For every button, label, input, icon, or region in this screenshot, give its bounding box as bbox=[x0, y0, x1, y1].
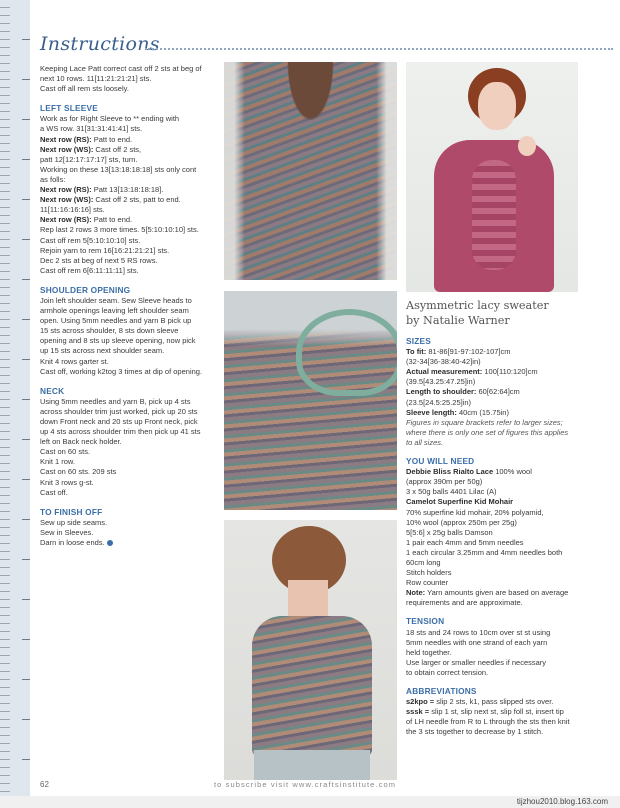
text-line bbox=[40, 367, 218, 377]
designer-name: by Natalie Warner bbox=[406, 314, 510, 327]
line-text: 18 sts and 24 rows to 10cm over st st using bbox=[406, 627, 551, 637]
text-line bbox=[406, 628, 582, 638]
text-line: Figures in square brackets refer to larger sizes; bbox=[406, 417, 563, 427]
line-text: of LH needle from R to L through the sts then knit bbox=[406, 717, 570, 727]
bold-label: Length to shoulder: bbox=[406, 387, 477, 397]
text-line bbox=[406, 588, 582, 598]
line-text: to obtain correct tension. bbox=[406, 667, 489, 677]
line-text: 15 sts across shoulder, 8 sts down sleeve bbox=[40, 326, 179, 336]
text-line bbox=[40, 528, 218, 538]
line-text: 1 each circular 3.25mm and 4mm needles both bbox=[406, 547, 563, 557]
finish-off-text bbox=[40, 518, 218, 548]
watermark-text: tijzhou2010.blog.163.com bbox=[516, 797, 608, 806]
text-line bbox=[40, 538, 218, 548]
line-text: (32-34[36-38:40-42]in) bbox=[406, 357, 481, 367]
line-text: open. Using 5mm needles and yarn B pick up bbox=[40, 316, 192, 326]
lilac-sweater bbox=[434, 140, 554, 292]
line-text: Knit 1 row. bbox=[40, 457, 76, 467]
text-line bbox=[406, 477, 582, 487]
text-line bbox=[406, 387, 582, 397]
pattern-name: Asymmetric lacy sweater bbox=[406, 299, 549, 312]
text-line bbox=[406, 487, 582, 497]
line-text: 70% superfine kid mohair, 20% polyamid, bbox=[406, 507, 544, 517]
text-line bbox=[406, 558, 582, 568]
line-text: 11[11:16:16:16] sts. bbox=[40, 205, 105, 215]
line-text: up 15 sts across next shoulder seam. bbox=[40, 346, 165, 356]
text-line bbox=[406, 497, 582, 507]
line-text: (approx 390m per 50g) bbox=[406, 477, 483, 487]
line-text: held together. bbox=[406, 647, 452, 657]
left-sleeve-text bbox=[40, 114, 218, 276]
text-line bbox=[40, 457, 218, 467]
text-line bbox=[406, 528, 582, 538]
text-line bbox=[406, 347, 582, 357]
bold-label: Next row (RS): bbox=[40, 185, 92, 195]
text-line bbox=[406, 518, 582, 528]
line-text: Rejoin yarn to rem 16[16:21:21:21] sts. bbox=[40, 245, 170, 255]
text-line bbox=[40, 488, 218, 498]
shoulder-opening-heading: SHOULDER OPENING bbox=[40, 284, 131, 295]
line-text: 5mm needles with one strand of each yarn bbox=[406, 637, 548, 647]
line-text: Join left shoulder seam. Sew Sleeve heads to bbox=[40, 295, 192, 305]
pattern-info-column bbox=[406, 298, 582, 737]
line-text: Rep last 2 rows 3 more times. 5[5:10:10:10] sts. bbox=[40, 225, 199, 235]
text-line bbox=[40, 336, 218, 346]
text-line bbox=[406, 398, 582, 408]
line-text: Using 5mm needles and yarn B, pick up 4 sts bbox=[40, 396, 191, 406]
line-text: a WS row. 31[31:31:41:41] sts. bbox=[40, 124, 143, 134]
text-line bbox=[40, 326, 218, 336]
line-text: opening and 8 sts up sleeve opening, now pick bbox=[40, 336, 196, 346]
bold-label: Next row (RS): bbox=[40, 215, 92, 225]
text-line bbox=[406, 538, 582, 548]
line-text: Patt to end. bbox=[91, 134, 133, 144]
abbreviations-text bbox=[406, 697, 582, 737]
sizes-text bbox=[406, 347, 582, 418]
line-text: Row counter bbox=[406, 578, 449, 588]
text-line bbox=[40, 407, 218, 417]
line-text: Cast off rem 5[5:10:10:10] sts. bbox=[40, 235, 141, 245]
page-number: 62 bbox=[40, 780, 49, 789]
text-line bbox=[40, 195, 218, 205]
model-neck bbox=[288, 580, 328, 620]
line-text: slip 2 sts, k1, pass slipped sts over. bbox=[434, 697, 554, 707]
text-line bbox=[40, 437, 218, 447]
tension-text bbox=[406, 628, 582, 678]
line-text: Cast off 2 sts, patt to end. bbox=[93, 195, 181, 205]
line-text: 60[62:64]cm bbox=[476, 387, 520, 397]
line-text: Yarn amounts given are based on average bbox=[425, 588, 569, 598]
line-text: Work as for Right Sleeve to ** ending with bbox=[40, 114, 180, 124]
line-text: down Front neck and 20 sts up Front neck, pick bbox=[40, 417, 198, 426]
text-line bbox=[40, 266, 218, 276]
sizes-heading: SIZES bbox=[406, 336, 431, 346]
line-text: slip 1 st, slip next st, slip foll st, insert tip bbox=[429, 707, 564, 717]
text-line bbox=[406, 697, 582, 707]
line-text: Darn in loose ends. bbox=[40, 538, 105, 548]
line-text: patt 12[12:17:17:17] sts, turn. bbox=[40, 154, 138, 164]
text-line bbox=[406, 548, 582, 558]
text-line bbox=[406, 727, 582, 737]
text-line bbox=[40, 306, 218, 316]
text-line bbox=[40, 357, 218, 367]
line-text: Cast on 60 sts. bbox=[40, 447, 91, 457]
line-text: 60cm long bbox=[406, 557, 441, 567]
text-line bbox=[406, 638, 582, 648]
model-front-view-photo bbox=[406, 62, 578, 292]
text-line bbox=[40, 205, 218, 215]
line-text: Dec 2 sts at beg of next 5 RS rows. bbox=[40, 255, 158, 265]
text-line bbox=[40, 346, 218, 356]
text-line bbox=[406, 408, 582, 418]
text-line bbox=[406, 578, 582, 588]
line-text: Cast on 60 sts. 209 sts bbox=[40, 467, 117, 477]
line-text: as folls: bbox=[40, 174, 66, 184]
sizes-note bbox=[406, 418, 582, 448]
text-line bbox=[40, 417, 218, 427]
text-line bbox=[406, 357, 582, 367]
neck-text bbox=[40, 397, 218, 498]
line-text: Working on these 13[13:18:18:18] sts only cont bbox=[40, 164, 197, 174]
line-text: 3 x 50g balls 4401 Lilac (A) bbox=[406, 487, 497, 497]
line-text: requirements and are approximate. bbox=[406, 598, 523, 608]
line-text: across shoulder trim just worked, pick up 20 sts bbox=[40, 406, 198, 416]
text-line bbox=[406, 568, 582, 578]
text-line: where there is only one set of figures this applies bbox=[406, 427, 569, 437]
line-text: left on Back neck holder. bbox=[40, 437, 122, 447]
text-line bbox=[406, 648, 582, 658]
line-text: 81-86[91-97:102-107]cm bbox=[426, 347, 511, 357]
line-text: 5[5:6] x 25g balls Damson bbox=[406, 527, 493, 537]
text-line bbox=[40, 145, 218, 155]
intro-text bbox=[40, 64, 218, 94]
text-line bbox=[40, 478, 218, 488]
bold-label: sssk = bbox=[406, 707, 430, 717]
text-line: to all sizes. bbox=[406, 437, 444, 447]
tension-heading: TENSION bbox=[406, 616, 445, 627]
text-line bbox=[406, 467, 582, 477]
sweater-back-lace-photo bbox=[224, 62, 397, 280]
line-text: Cast off. bbox=[40, 487, 68, 497]
bold-label: Camelot Superfine Kid Mohair bbox=[406, 497, 514, 507]
bold-label: Next row (RS): bbox=[40, 134, 92, 144]
text-line bbox=[40, 296, 218, 306]
line-text: 1 pair each 4mm and 5mm needles bbox=[406, 537, 524, 547]
text-line bbox=[40, 397, 218, 407]
text-line bbox=[40, 256, 218, 266]
line-text: Patt to end. bbox=[91, 215, 133, 225]
shoulder-opening-text bbox=[40, 296, 218, 377]
text-line bbox=[40, 427, 218, 437]
text-line bbox=[40, 467, 218, 477]
text-line bbox=[40, 236, 218, 246]
line-text: Stitch holders bbox=[406, 568, 452, 578]
bare-shoulder bbox=[518, 136, 536, 156]
watermark-bar bbox=[0, 796, 620, 808]
materials-heading: YOU WILL NEED bbox=[406, 456, 475, 467]
line-text: Sew up side seams. bbox=[40, 517, 108, 527]
text-line bbox=[406, 707, 582, 717]
text-line bbox=[406, 377, 582, 387]
subscribe-line: to subscribe visit www.craftsinstitute.com bbox=[214, 780, 397, 789]
text-line bbox=[406, 367, 582, 377]
measuring-ruler bbox=[0, 0, 30, 808]
bold-label: Note: bbox=[406, 588, 426, 598]
text-line bbox=[40, 165, 218, 175]
text-line bbox=[406, 508, 582, 518]
text-line bbox=[406, 598, 582, 608]
line-text: Patt 13[13:18:18:18]. bbox=[91, 185, 164, 195]
left-sleeve-heading: LEFT SLEEVE bbox=[40, 103, 98, 114]
text-line bbox=[406, 658, 582, 668]
bold-label: Debbie Bliss Rialto Lace bbox=[406, 467, 494, 477]
text-line bbox=[40, 155, 218, 165]
line-text: armhole openings leaving left shoulder seam bbox=[40, 306, 189, 316]
shoulder-opening-detail-photo bbox=[224, 291, 397, 510]
text-line bbox=[40, 316, 218, 326]
instructions-column bbox=[40, 64, 218, 548]
text-line bbox=[40, 225, 218, 235]
line-text: 100[110:120]cm bbox=[482, 367, 538, 377]
line-text: up 4 sts across shoulder trim then pick up 41 sts bbox=[40, 427, 201, 437]
bold-label: Actual measurement: bbox=[406, 367, 483, 377]
text-line bbox=[40, 135, 218, 145]
bold-label: Next row (WS): bbox=[40, 144, 94, 154]
bold-label: s2kpo = bbox=[406, 697, 435, 707]
abbreviations-heading: ABBREVIATIONS bbox=[406, 686, 477, 696]
line-text: (23.5[24.5:25.25]in) bbox=[406, 397, 472, 407]
line-text: Knit 3 rows g-st. bbox=[40, 477, 94, 487]
text-line bbox=[40, 447, 218, 457]
line-text: (39.5[43.25:47.25]in) bbox=[406, 377, 476, 387]
text-line bbox=[406, 717, 582, 727]
line-text: Cast off, working k2tog 3 times at dip of opening. bbox=[40, 366, 203, 376]
model-face bbox=[478, 82, 516, 130]
materials-text bbox=[406, 467, 582, 608]
line-text: 100% wool bbox=[493, 467, 532, 477]
text-line bbox=[406, 668, 582, 678]
text-line: next 10 rows. 11[11:21:21:21] sts. bbox=[40, 74, 152, 84]
line-text: 40cm (15.75in) bbox=[456, 407, 509, 417]
text-line bbox=[40, 124, 218, 134]
text-line bbox=[40, 175, 218, 185]
line-text: Cast off rem 6[6:11:11:11] sts. bbox=[40, 265, 139, 275]
text-line bbox=[40, 215, 218, 225]
text-line bbox=[40, 185, 218, 195]
bold-label: Next row (WS): bbox=[40, 195, 94, 205]
line-text: Sew in Sleeves. bbox=[40, 527, 94, 537]
line-text: Use larger or smaller needles if necessary bbox=[406, 657, 547, 667]
line-text: the 3 sts together to decrease by 1 stitch. bbox=[406, 727, 544, 737]
line-text: 10% wool (approx 250m per 25g) bbox=[406, 517, 517, 527]
neck-heading: NECK bbox=[40, 385, 65, 396]
title-divider bbox=[145, 48, 613, 50]
text-line bbox=[40, 114, 218, 124]
text-line: Keeping Lace Patt correct cast off 2 sts at beg of bbox=[40, 64, 202, 73]
bold-label: Sleeve length: bbox=[406, 407, 457, 417]
line-text: Cast off 2 sts, bbox=[93, 144, 142, 154]
page-title: Instructions bbox=[40, 33, 160, 55]
skirt bbox=[254, 750, 370, 780]
finish-off-heading: TO FINISH OFF bbox=[40, 506, 103, 517]
end-marker-icon bbox=[107, 540, 113, 546]
text-line: Cast off all rem sts loosely. bbox=[40, 84, 129, 94]
line-text: Knit 4 rows garter st. bbox=[40, 356, 109, 366]
text-line bbox=[40, 518, 218, 528]
pattern-subtitle bbox=[406, 298, 582, 328]
bold-label: To fit: bbox=[406, 347, 427, 357]
text-line bbox=[40, 246, 218, 256]
model-back-view-photo bbox=[224, 520, 397, 780]
sweater-top bbox=[252, 616, 372, 756]
